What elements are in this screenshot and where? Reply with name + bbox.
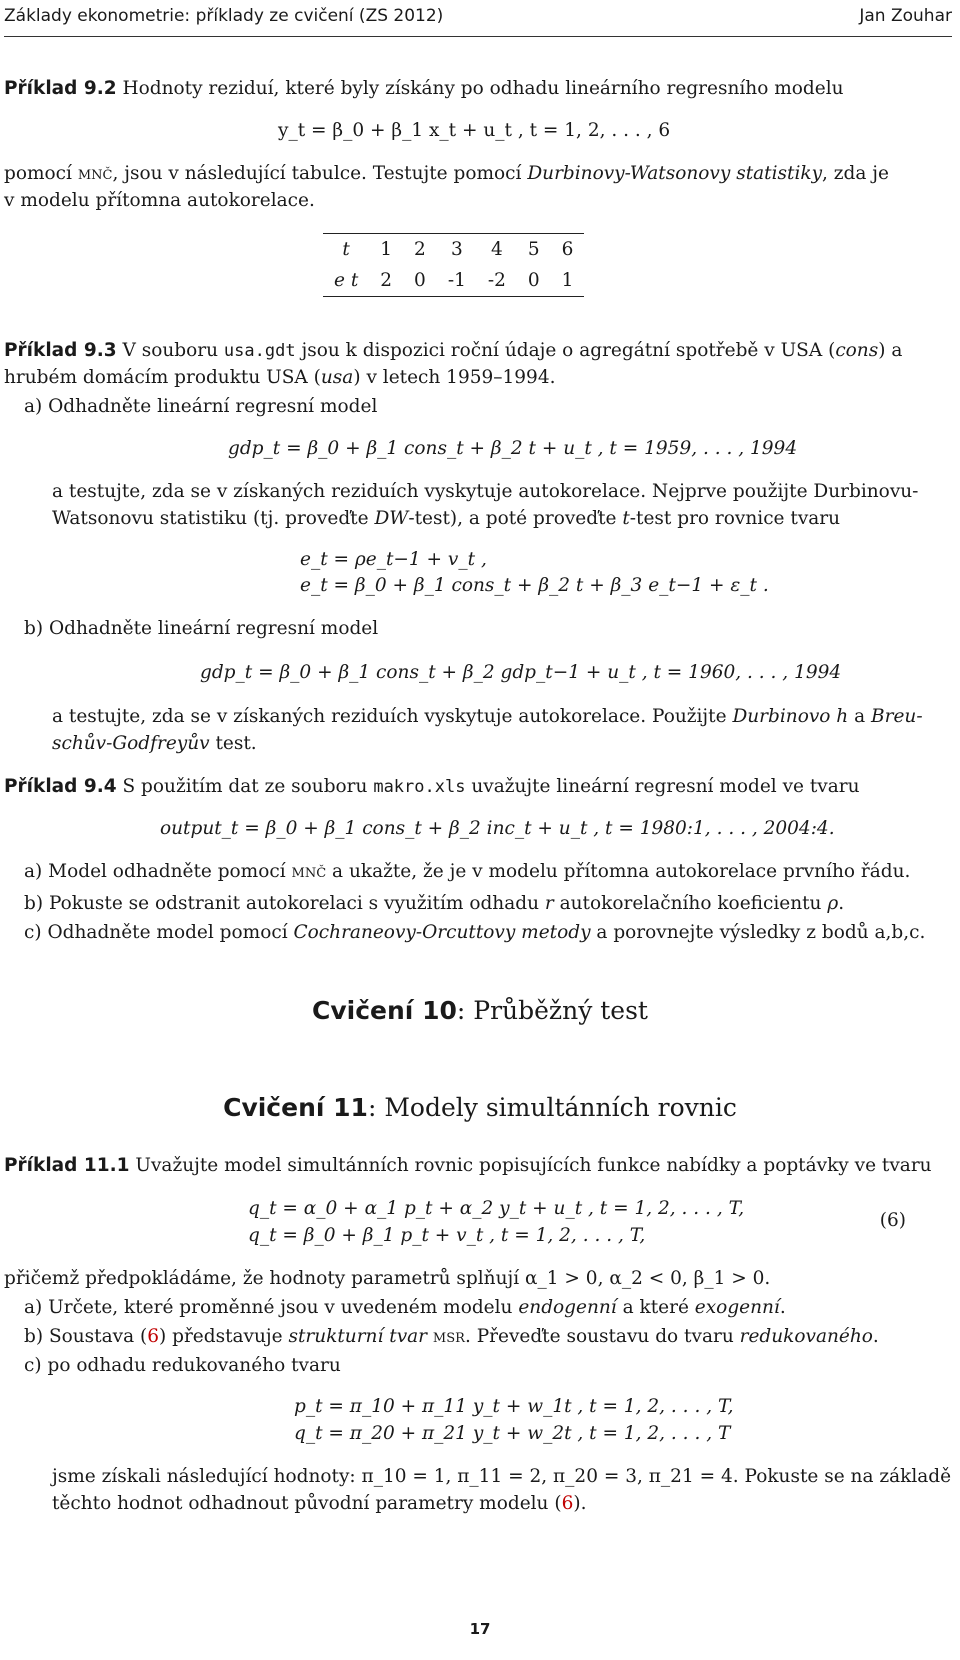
residuals-table [323, 233, 584, 297]
equation-reference-link[interactable]: 6 [561, 1493, 574, 1514]
ex93-equation-a: gdp_t = β_0 + β_1 cons_t + β_2 t + u_t , t = 1959, . . . , 1994 [228, 438, 798, 459]
ex111-intro: Příklad 11.1 Uvažujte model simultánních rovnic popisujících funkce nabídky a poptávky ve tvaru [4, 1155, 932, 1176]
ex94-item-c: c) Odhadněte model pomocí Cochraneovy-Orcuttovy metody a porovnejte výsledky z bodů a,b,c. [24, 922, 926, 943]
ex93-equation-a3: e_t = β_0 + β_1 cons_t + β_2 t + β_3 e_t−1 + ε_t . [300, 575, 769, 596]
ex111-c-text-1: jsme získali následující hodnoty: π_10 = 1, π_11 = 2, π_20 = 3, π_21 = 4. Pokuste se na základě [52, 1466, 952, 1487]
ex111-c-text-2: těchto hodnot odhadnout původní parametry modelu (6). [52, 1493, 587, 1514]
table-row: t 1 2 3 4 5 6 [342, 239, 574, 260]
ex111-item-b: b) Soustava (6) představuje strukturní tvar msr. Převeďte soustavu do tvaru redukovaného. [24, 1326, 879, 1347]
ex94-item-a: a) Model odhadněte pomocí mnč a ukažte, že je v modelu přítomna autokorelace prvního řádu. [24, 861, 911, 882]
ex93-line-1: Příklad 9.3 V souboru usa.gdt jsou k dispozici roční údaje o agregátní spotřebě v USA (cons) a [4, 340, 903, 361]
ex111-equation-4: q_t = π_20 + π_21 y_t + w_2t , t = 1, 2, . . . , T [294, 1423, 731, 1444]
ex111-equation-3: p_t = π_10 + π_11 y_t + w_1t , t = 1, 2, . . . , T, [294, 1396, 734, 1417]
ex93-a-text-2: Watsonovu statistiku (tj. proveďte DW-test), a poté proveďte t-test pro rovnice tvaru [52, 508, 841, 529]
ex92-intro: Příklad 9.2 Hodnoty reziduí, které byly získány po odhadu lineárního regresního modelu [4, 78, 844, 99]
page-header [4, 2, 952, 37]
ex93-item-b: b) Odhadněte lineární regresní model [24, 618, 379, 639]
ex93-a-text-1: a testujte, zda se v získaných reziduích vyskytuje autokorelace. Nejprve použijte Durbinovu- [52, 481, 919, 502]
table-row: e t 2 0 -1 -2 0 1 [334, 270, 574, 291]
ex92-equation: y_t = β_0 + β_1 x_t + u_t , t = 1, 2, . . . , 6 [278, 120, 671, 141]
ex111-text: přičemž předpokládáme, že hodnoty parametrů splňují α_1 > 0, α_2 < 0, β_1 > 0. [4, 1268, 771, 1289]
ex93-b-text-2: schův-Godfreyův test. [52, 733, 257, 754]
ex94-item-b: b) Pokuste se odstranit autokorelaci s využitím odhadu r autokorelačního koeficientu ρ. [24, 893, 845, 914]
ex111-item-a: a) Určete, které proměnné jsou v uvedeném modelu endogenní a které exogenní. [24, 1297, 786, 1318]
header-title: Základy ekonometrie: příklady ze cvičení (ZS 2012) [4, 6, 444, 26]
equation-reference-link[interactable]: 6 [147, 1326, 159, 1347]
ex92-text-2: v modelu přítomna autokorelace. [4, 190, 315, 211]
ex111-item-c: c) po odhadu redukovaného tvaru [24, 1355, 341, 1376]
ex111-equation-2: q_t = β_0 + β_1 p_t + v_t , t = 1, 2, . . . , T, [248, 1225, 646, 1246]
equation-tag: (6) [879, 1210, 906, 1231]
ex92-text-1: pomocí mnč, jsou v následující tabulce. Testujte pomocí Durbinovy-Watsonovy statistiky, zda je [4, 163, 889, 184]
ex93-equation-b: gdp_t = β_0 + β_1 cons_t + β_2 gdp_t−1 + u_t , t = 1960, . . . , 1994 [200, 662, 842, 683]
header-author: Jan Zouhar [859, 6, 952, 26]
ex92-label: Příklad 9.2 [4, 78, 117, 99]
ex93-b-text-1: a testujte, zda se v získaných reziduích vyskytuje autokorelace. Použijte Durbinovo h a Breu- [52, 706, 923, 727]
ex93-line-2: hrubém domácím produktu USA (usa) v letech 1959–1994. [4, 367, 556, 388]
ex93-item-a: a) Odhadněte lineární regresní model [24, 396, 378, 417]
section-heading-11: Cvičení 11: Modely simultánních rovnic [223, 1093, 737, 1122]
ex93-equation-a2: e_t = ρe_t−1 + v_t , [300, 549, 487, 570]
section-heading-10: Cvičení 10: Průběžný test [312, 996, 648, 1025]
ex111-equation-1: q_t = α_0 + α_1 p_t + α_2 y_t + u_t , t = 1, 2, . . . , T, [248, 1198, 745, 1219]
ex94-intro: Příklad 9.4 S použitím dat ze souboru makro.xls uvažujte lineární regresní model ve tvaru [4, 776, 860, 797]
ex94-equation: output_t = β_0 + β_1 cons_t + β_2 inc_t + u_t , t = 1980:1, . . . , 2004:4. [160, 818, 835, 839]
page-number: 17 [469, 1620, 491, 1638]
